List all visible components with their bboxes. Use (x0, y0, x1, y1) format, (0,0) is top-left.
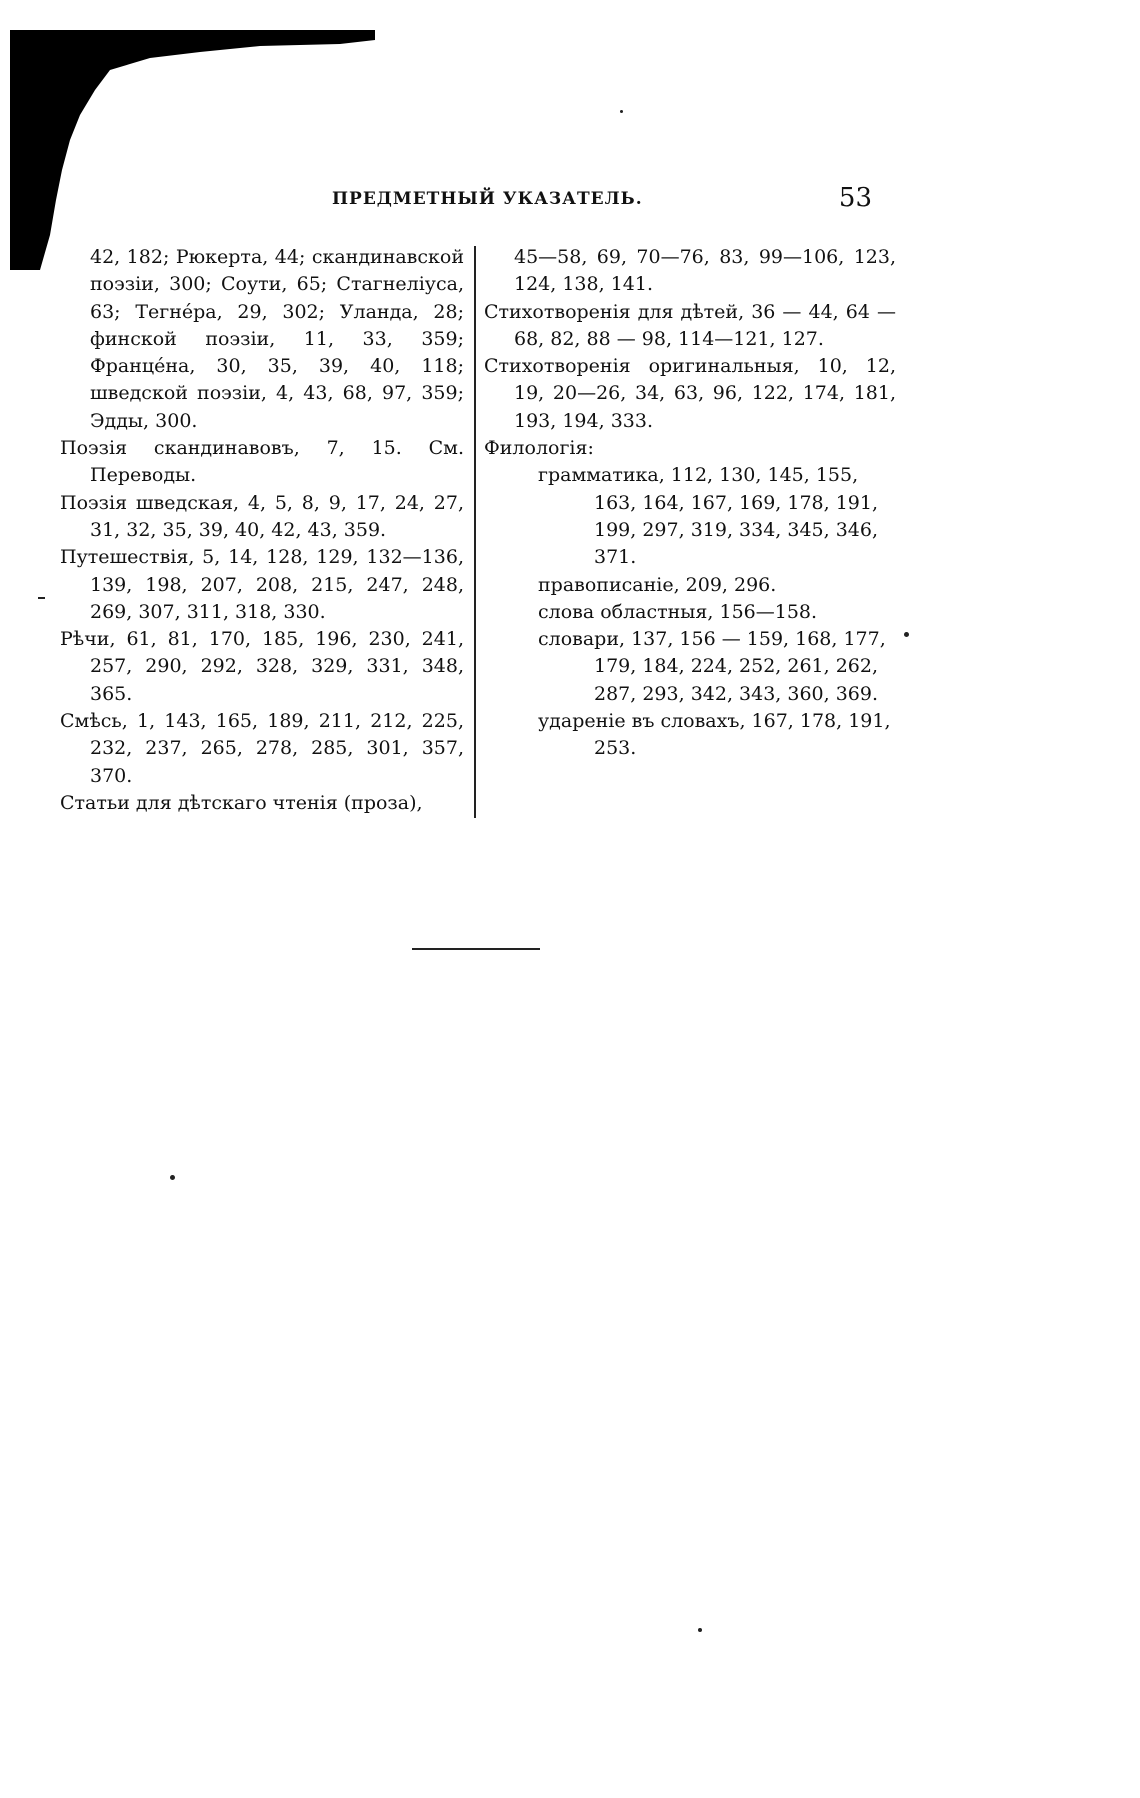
scan-speck (38, 597, 45, 599)
page-number: 53 (838, 183, 872, 213)
index-entry: 42, 182; Рюкерта, 44; скандинавской поэзіи, 300; Соути, 65; Стагнеліуса, 63; Тегнéра, 29, 302; Уланда, 28; финской поэзіи, 11, 33, 359; Францéна, 30, 35, 39, 40, 118; шведской поэзіи, 4, 43, 68, 97, 359; Эдды, 300. (90, 246, 464, 432)
page-header (332, 183, 872, 223)
index-subentry: словари, 137, 156 — 159, 168, 177, 179, 184, 224, 252, 261, 262, 287, 293, 342, 343, 360, 369. (538, 628, 886, 705)
running-title: ПРЕДМЕТНЫЙ УКАЗАТЕЛЬ. (332, 189, 643, 209)
index-subentry: слова областныя, 156—158. (538, 600, 818, 623)
index-entry: Статьи для дѣтскаго чтенія (проза), (60, 791, 423, 814)
index-entry: Поэзія скандинавовъ, 7, 15. См. Переводы. (60, 437, 464, 487)
scan-shadow-corner (10, 30, 410, 270)
scan-speck (170, 1175, 175, 1180)
index-subentry: правописаніе, 209, 296. (538, 573, 777, 596)
index-subentry: грамматика, 112, 130, 145, 155, 163, 164, 167, 169, 178, 191, 199, 297, 319, 334, 345, 346, 371. (538, 464, 879, 569)
philology-heading: Филологія: (484, 437, 594, 460)
scan-speck (904, 632, 909, 637)
index-entry: Поэзія шведская, 4, 5, 8, 9, 17, 24, 27, 31, 32, 35, 39, 40, 42, 43, 359. (60, 491, 464, 541)
index-entry: Смѣсь, 1, 143, 165, 189, 211, 212, 225, 232, 237, 265, 278, 285, 301, 357, 370. (60, 710, 464, 787)
index-right-column (484, 244, 896, 763)
scan-speck (620, 110, 623, 113)
column-divider (474, 246, 476, 818)
index-subentry: удареніе въ словахъ, 167, 178, 191, 253. (538, 710, 891, 760)
index-entry-continuation: 45—58, 69, 70—76, 83, 99—106, 123, 124, 138, 141. (514, 246, 896, 296)
end-separator-rule (412, 948, 540, 950)
index-entry: Стихотворенія оригинальныя, 10, 12, 19, 20—26, 34, 63, 96, 122, 174, 181, 193, 194, 333. (484, 355, 896, 432)
index-entry: Рѣчи, 61, 81, 170, 185, 196, 230, 241, 257, 290, 292, 328, 329, 331, 348, 365. (60, 628, 464, 705)
index-entry: Стихотворенія для дѣтей, 36 — 44, 64 — 68, 82, 88 — 98, 114—121, 127. (484, 300, 896, 350)
index-entry: Путешествія, 5, 14, 128, 129, 132—136, 139, 198, 207, 208, 215, 247, 248, 269, 307, 311, 318, 330. (60, 546, 464, 623)
index-left-column (60, 244, 464, 817)
scan-speck (698, 1628, 702, 1632)
